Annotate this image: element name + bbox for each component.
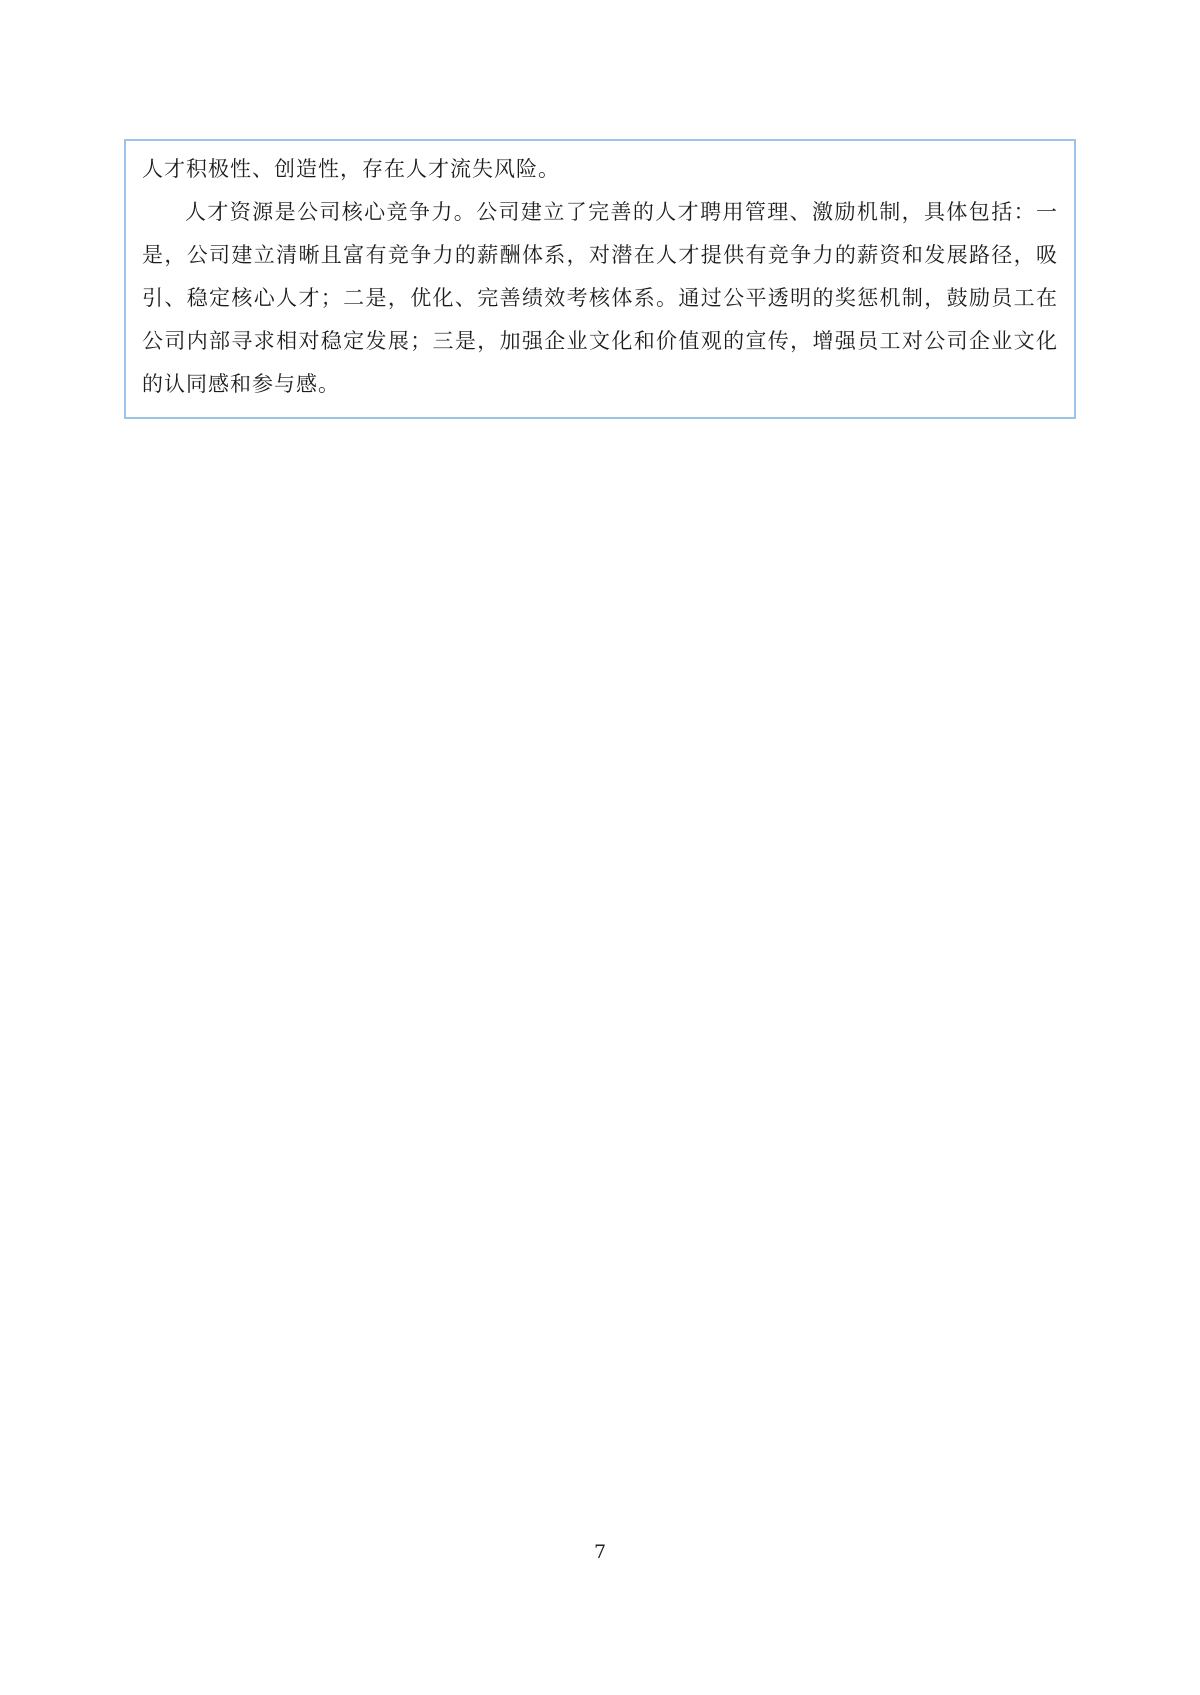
page-number: 7: [593, 1541, 607, 1563]
paragraph-continuation: 人才积极性、创造性，存在人才流失风险。: [142, 157, 560, 181]
paragraph-talent-resources: 人才资源是公司核心竞争力。公司建立了完善的人才聘用管理、激励机制，具体包括：一是，公司建立清晰且富有竞争力的薪酬体系，对潜在人才提供有竞争力的薪资和发展路径，吸引、稳定核心人才；二是，优化、完善绩效考核体系。通过公平透明的奖惩机制，鼓励员工在公司内部寻求相对稳定发展；三是，加强企业文化和价值观的宣传，增强员工对公司企业文化的认同感和参与感。: [142, 200, 1058, 396]
risk-text-box: [124, 139, 1076, 419]
